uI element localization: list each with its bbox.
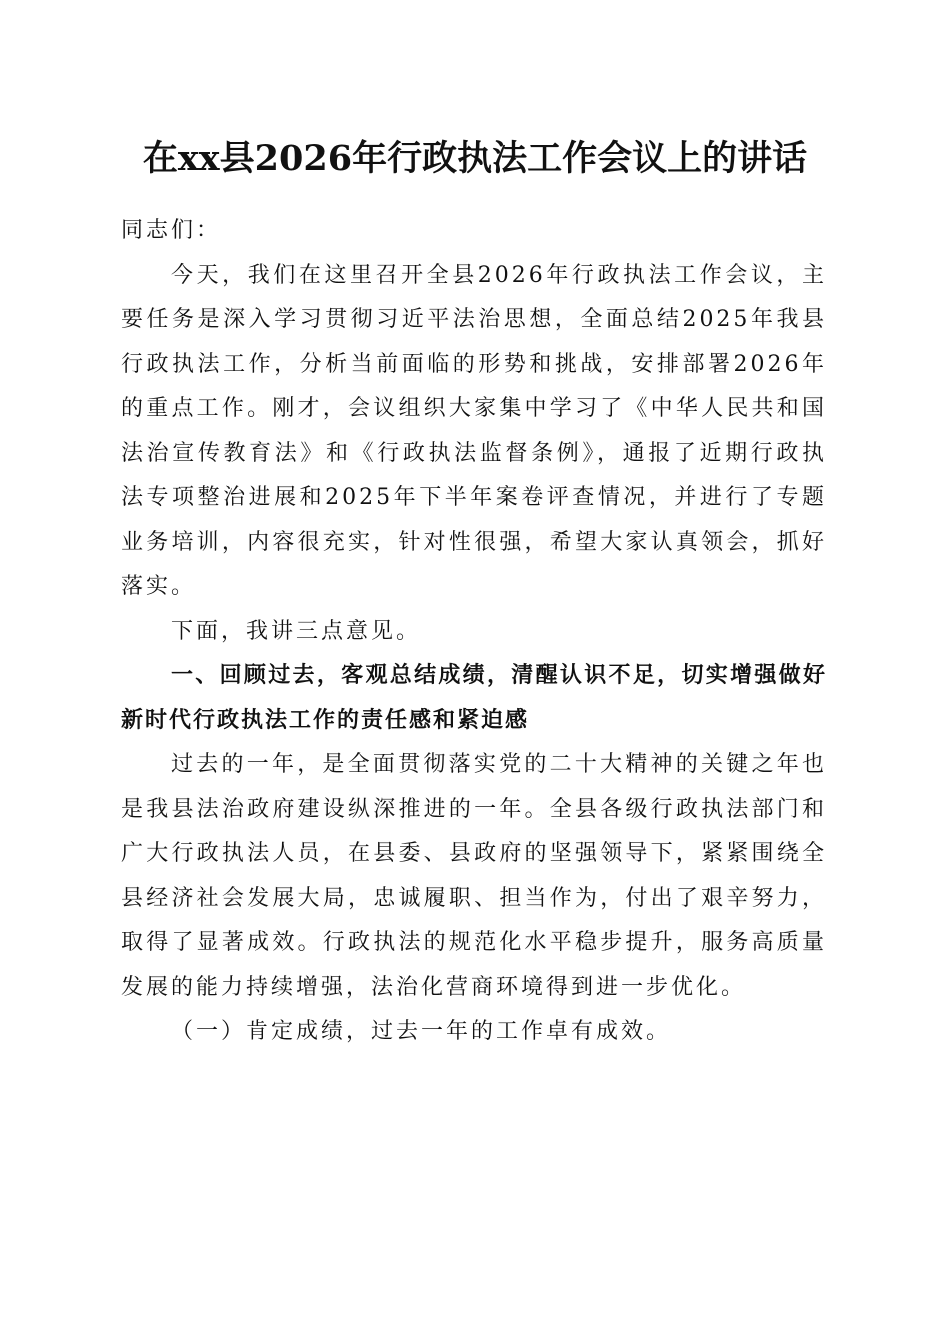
section-heading-one: 一、回顾过去，客观总结成绩，清醒认识不足，切实增强做好新时代行政执法工作的责任感和紧迫感 <box>121 663 827 733</box>
review-paragraph: 过去的一年，是全面贯彻落实党的二十大精神的关键之年也是我县法治政府建设纵深推进的一年。全县各级行政执法部门和广大行政执法人员，在县委、县政府的坚强领导下，紧紧围绕全县经济社会发展大局，忠诚履职、担当作为，付出了艰辛努力，取得了显著成效。行政执法的规范化水平稳步提升，服务高质量发展的能力持续增强，法治化营商环境得到进一步优化。 <box>121 752 827 1000</box>
document-title: 在xx县2026年行政执法工作会议上的讲话 <box>142 138 808 179</box>
salutation: 同志们： <box>121 218 222 243</box>
document-body <box>121 209 827 1055</box>
intro-paragraph: 今天，我们在这里召开全县2026年行政执法工作会议，主要任务是深入学习贯彻习近平法治思想，全面总结2025年我县行政执法工作，分析当前面临的形势和挑战，安排部署2026年的重点工作。刚才，会议组织大家集中学习了《中华人民共和国法治宣传教育法》和《行政执法监督条例》，通报了近期行政执法专项整治进展和2025年下半年案卷评查情况，并进行了专题业务培训，内容很充实，针对性很强，希望大家认真领会，抓好落实。 <box>121 262 827 599</box>
transition-paragraph: 下面，我讲三点意见。 <box>171 618 422 644</box>
subheading-one: （一）肯定成绩，过去一年的工作卓有成效。 <box>171 1019 672 1044</box>
